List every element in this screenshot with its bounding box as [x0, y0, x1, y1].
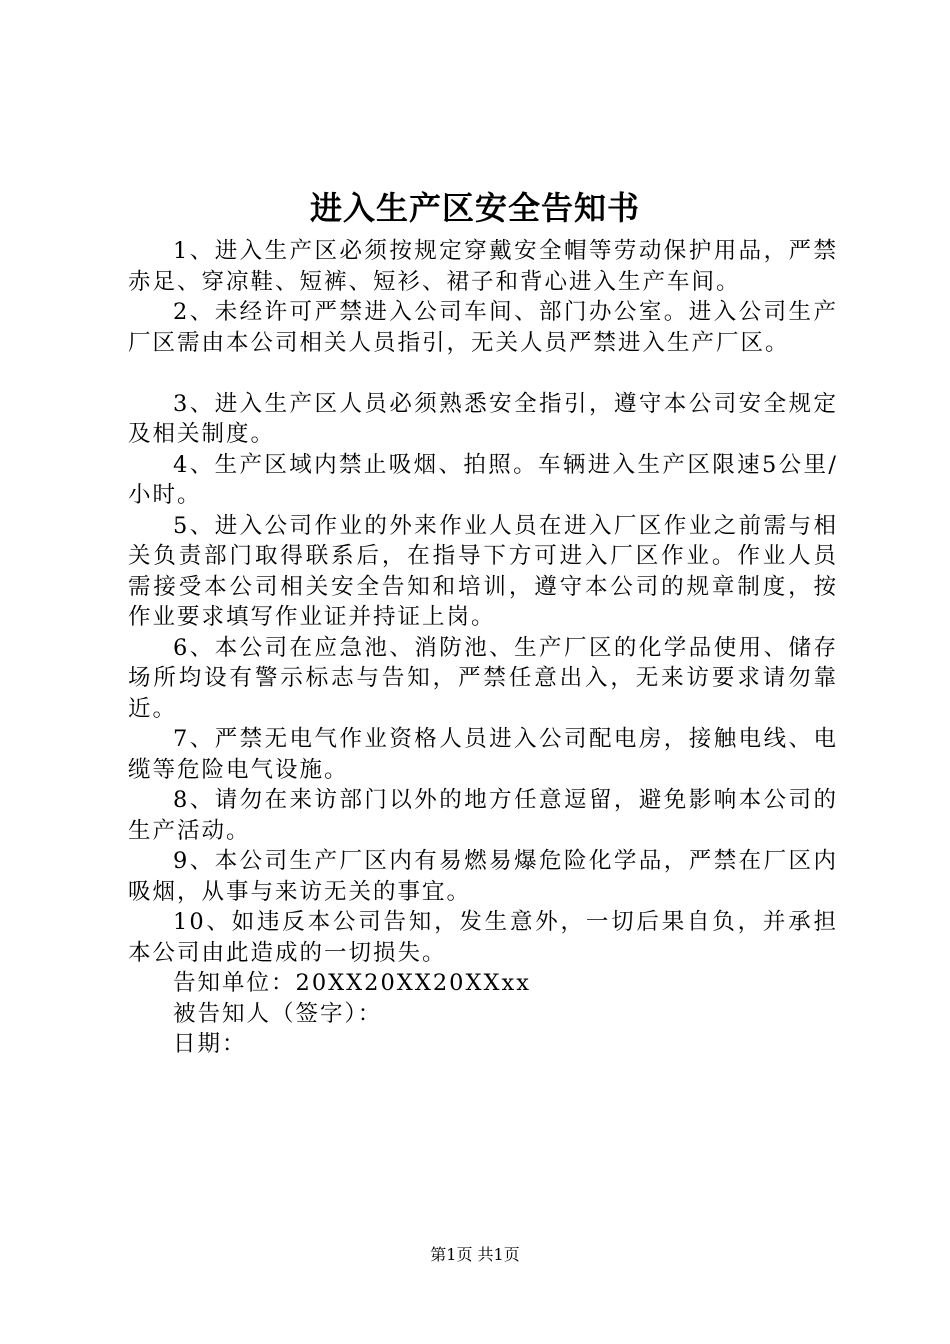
paragraph-2: 2、未经许可严禁进入公司车间、部门办公室。进入公司生产厂区需由本公司相关人员指引，无关人员严禁进入生产厂区。 — [128, 299, 838, 356]
paragraph-5: 5、进入公司作业的外来作业人员在进入厂区作业之前需与相关负责部门取得联系后，在指导下方可进入厂区作业。作业人员需接受本公司相关安全告知和培训，遵守本公司的规章制度，按作业要求填写作业证并持证上岗。 — [128, 512, 838, 630]
paragraph-1: 1、进入生产区必须按规定穿戴安全帽等劳动保护用品，严禁赤足、穿凉鞋、短裤、短衫、裙子和背心进入生产车间。 — [128, 238, 838, 295]
date-line: 日期： — [173, 1031, 247, 1057]
paragraph-9: 9、本公司生产厂区内有易燃易爆危险化学品，严禁在厂区内吸烟，从事与来访无关的事宜。 — [128, 848, 838, 905]
document-title: 进入生产区安全告知书 — [309, 189, 640, 227]
page-footer: 第1页 共1页 — [430, 1245, 520, 1264]
paragraph-7: 7、严禁无电气作业资格人员进入公司配电房，接触电线、电缆等危险电气设施。 — [128, 726, 838, 783]
paragraph-8: 8、请勿在来访部门以外的地方任意逗留，避免影响本公司的生产活动。 — [128, 787, 838, 844]
notified-person-signature-line: 被告知人（签字）： — [173, 1000, 383, 1027]
paragraph-4: 4、生产区域内禁止吸烟、拍照。车辆进入生产区限速5公里/小时。 — [128, 451, 838, 508]
document-body — [128, 236, 838, 1060]
paragraph-6: 6、本公司在应急池、消防池、生产厂区的化学品使用、储存场所均设有警示标志与告知，严禁任意出入，无来访要求请勿靠近。 — [128, 634, 838, 722]
notifying-unit-line: 告知单位：20XX20XX20XXxx — [173, 970, 531, 996]
paragraph-10: 10、如违反本公司告知，发生意外，一切后果自负，并承担本公司由此造成的一切损失。 — [128, 909, 838, 966]
paragraph-3: 3、进入生产区人员必须熟悉安全指引，遵守本公司安全规定及相关制度。 — [128, 390, 838, 447]
